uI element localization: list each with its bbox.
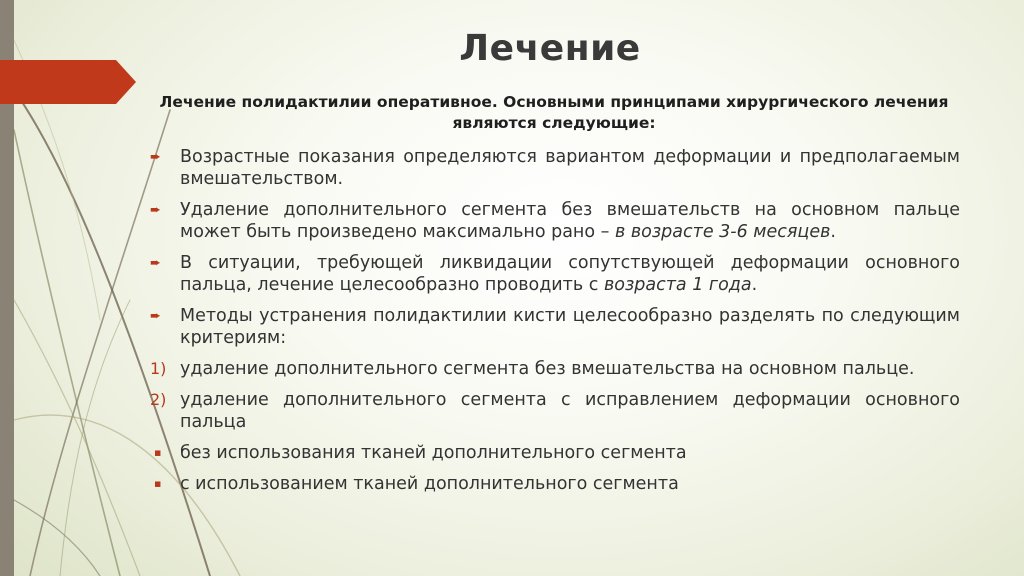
list-item-text: Удаление дополнительного сегмента без вмешательств на основном пальце может быть произведено максимально рано – в возрасте 3-6 месяцев. (180, 200, 960, 242)
list-item-text: удаление дополнительного сегмента с исправлением деформации основного пальца (180, 390, 960, 432)
number-marker: 1) (150, 359, 167, 378)
bullet-list (150, 146, 960, 504)
arrow-bullet-icon: ➨ (150, 203, 161, 218)
list-item-text: без использования тканей дополнительного сегмента (180, 443, 687, 463)
square-bullet-icon: ▪ (154, 446, 162, 459)
numbered-item (150, 389, 960, 433)
numbered-item (150, 358, 960, 380)
list-item-text: удаление дополнительного сегмента без вмешательства на основном пальце. (180, 359, 915, 379)
list-item (150, 199, 960, 243)
list-item-text: Методы устранения полидактилии кисти целесообразно разделять по следующим критериям: (180, 306, 960, 348)
list-item-text: Возрастные показания определяются вариантом деформации и предполагаемым вмешательством. (180, 147, 960, 189)
emphasis: возраста 1 года (603, 275, 752, 295)
square-bullet-icon: ▪ (154, 477, 162, 490)
list-item (150, 146, 960, 190)
arrow-bullet-icon: ➨ (150, 309, 161, 324)
arrow-bullet-icon: ➨ (150, 150, 161, 165)
slide-subtitle: Лечение полидактилии оперативное. Основными принципами хирургического лечения являются следующие: (159, 93, 949, 132)
emphasis: в возрасте 3-6 месяцев (614, 222, 831, 242)
sub-item (150, 442, 960, 464)
list-item-text: В ситуации, требующей ликвидации сопутствующей деформации основного пальца, лечение целесообразно проводить с возраста 1 года. (180, 253, 960, 295)
slide-title: Лечение (459, 28, 641, 69)
list-item (150, 252, 960, 296)
title-arrow-tab (0, 60, 140, 104)
number-marker: 2) (150, 390, 167, 409)
sub-item (150, 473, 960, 495)
arrow-bullet-icon: ➨ (150, 256, 161, 271)
list-item-text: с использованием тканей дополнительного сегмента (180, 474, 679, 494)
list-item (150, 305, 960, 349)
